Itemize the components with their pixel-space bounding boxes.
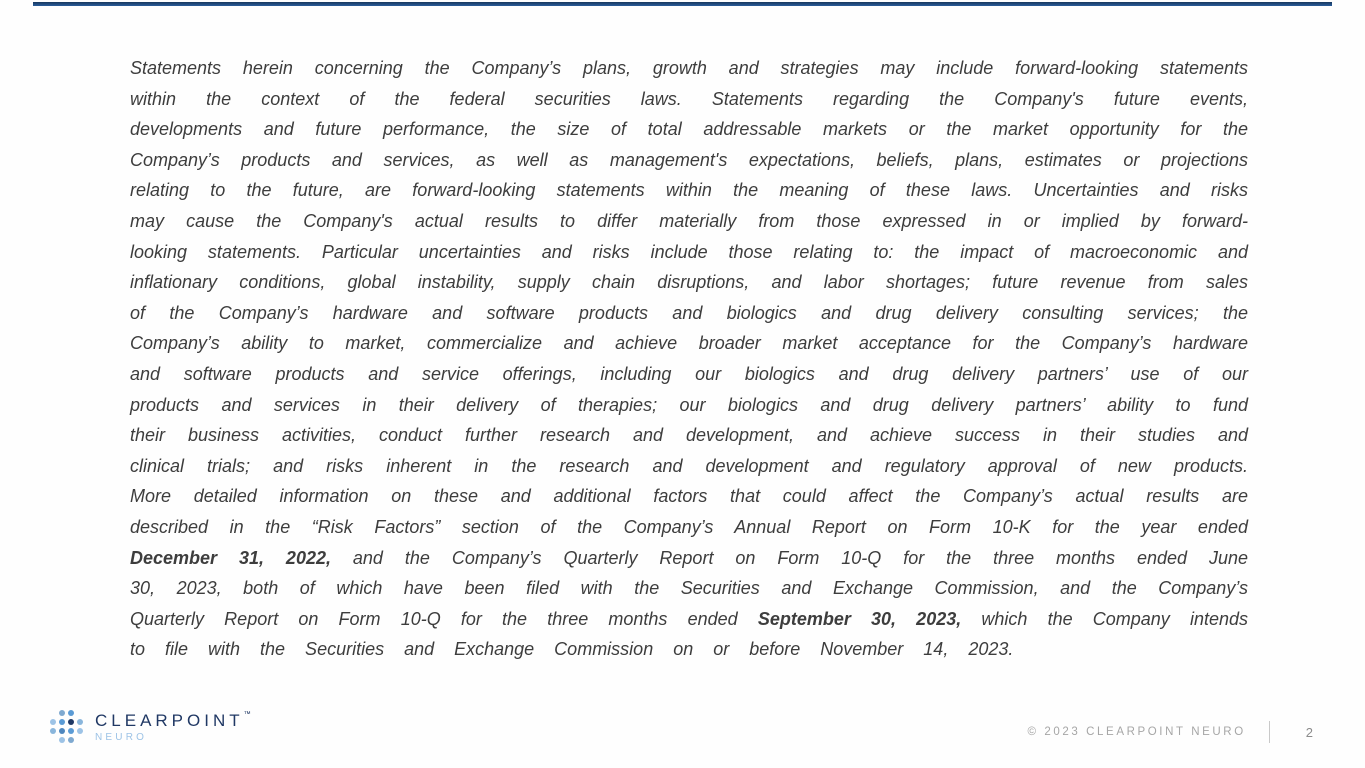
disclaimer-text-segment: and the Company’s Quarterly Report on Form 10-Q for the three months ended June 30, 2023, both of which have been filed with the Securities and Exchange Commission, and the Company’s Quarterly Report on Form 10-Q for the three months ended — [130, 547, 1248, 629]
logo-dot — [68, 710, 74, 716]
disclaimer-bold-date: December 31, 2022, — [130, 547, 331, 568]
logo-subtitle: NEURO — [95, 732, 148, 743]
logo-dot — [59, 710, 65, 716]
logo-dot — [59, 737, 65, 743]
clearpoint-logo-dots-icon — [50, 710, 84, 744]
copyright-text: © 2023 CLEARPOINT NEURO — [1027, 726, 1246, 738]
disclaimer-bold-date: September 30, 2023, — [757, 608, 962, 629]
logo-dot — [59, 719, 65, 725]
trademark-symbol: ™ — [243, 711, 251, 718]
logo-dot — [77, 728, 83, 734]
logo-wordmark — [95, 711, 251, 731]
logo-dot — [59, 728, 65, 734]
logo-dot — [77, 719, 83, 725]
clearpoint-logo — [50, 710, 251, 744]
disclaimer-text-segment: Statements herein concerning the Company’s plans, growth and strategies may include forward-looking statements within the context of the federal securities laws. Statements regarding the Company's future events, developments and future performance, the size of total addressable markets or the market opportunity for the Company’s products and services, as well as management's expectations, beliefs, plans, estimates or projections relating to the future, are forward-looking statements within the meaning of these laws. Uncertainties and risks may cause the Company's actual results to differ materially from those expressed in or implied by forward-looking statements. Particular uncertainties and risks include those relating to: the impact of macroeconomic and inflationary conditions, global instability, supply chain disruptions, and labor shortages; future revenue from sales of the Company’s hardware and software products and biologics and drug delivery consulting services; the Company’s ability to market, commercialize and achieve broader market acceptance for the Company’s hardware and software products and service offerings, including our biologics and drug delivery partners’ use of our products and services in their delivery of therapies; our biologics and drug delivery partners’ ability to fund their business activities, conduct further research and development, and achieve success in their studies and clinical trials; and risks inherent in the research and development and regulatory approval of new products. More detailed information on these and additional factors that could affect the Company’s actual results are described in the “Risk Factors” section of the Company’s Annual Report on Form 10-K for the year ended — [130, 58, 1248, 537]
logo-dot — [50, 719, 56, 725]
footer — [1028, 719, 1320, 745]
logo-dot — [50, 728, 56, 734]
top-accent-bar — [33, 2, 1332, 6]
logo-wordmark-label: CLEARPOINT — [95, 711, 244, 730]
logo-dot — [68, 728, 74, 734]
disclaimer-paragraph — [130, 53, 1248, 665]
disclaimer-text-segment: which the Company intends to file with the Securities and Exchange Commission on or before November 14, 2023. — [130, 608, 1248, 660]
clearpoint-logo-text — [95, 711, 251, 743]
page-number: 2 — [1305, 724, 1313, 740]
footer-divider — [1269, 721, 1270, 743]
logo-dot — [68, 737, 74, 743]
logo-dot — [68, 719, 74, 725]
